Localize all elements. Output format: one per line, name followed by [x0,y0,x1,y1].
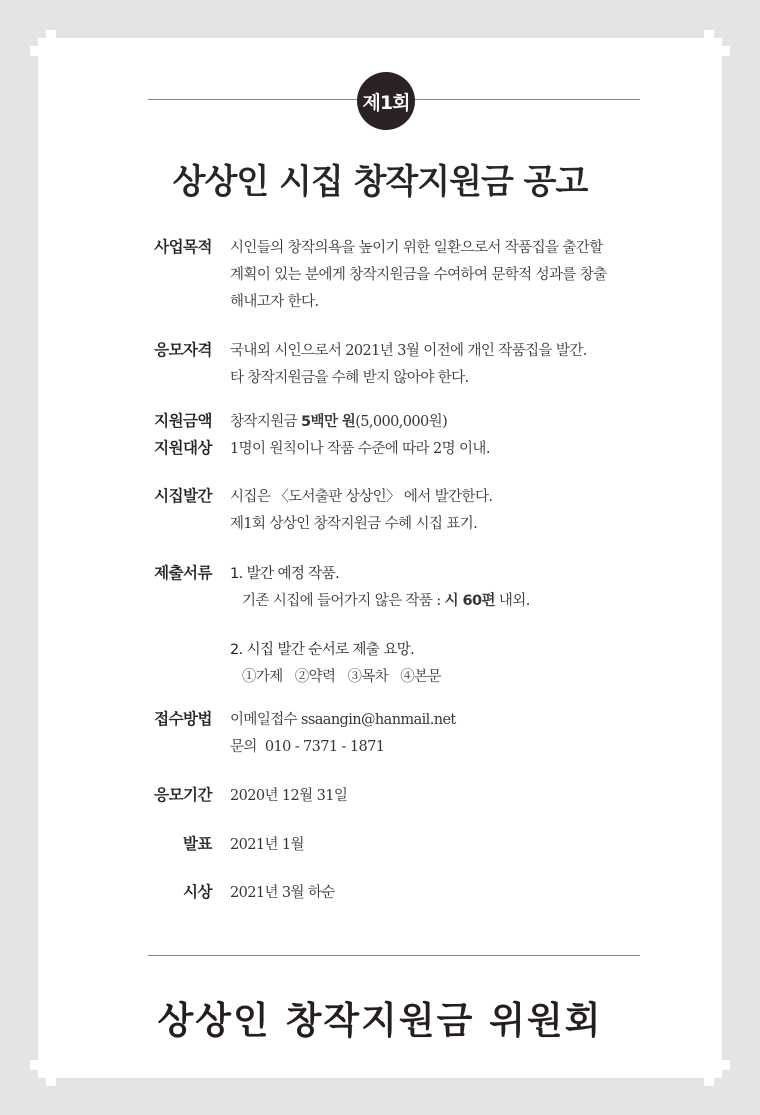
section-label: 응모기간 [154,786,212,804]
section-label: 발표 [183,835,212,853]
method-email: 이메일접수 ssaangin@hanmail.net [230,712,456,728]
section-label: 사업목적 [154,238,212,256]
page-title: 상상인 시집 창작지원금 공고 [172,162,588,202]
document-item-title: 2. 시집 발간 순서로 제출 요망. [230,642,415,658]
section-label: 제출서류 [154,564,212,582]
method-phone: 문의 010 - 7371 - 1871 [230,739,385,755]
award-text: 2021년 3월 하순 [230,885,335,901]
amount-value: 5백만 원 [301,414,356,430]
section-label: 시집발간 [154,487,212,505]
purpose-line: 시인들의 창작의욕을 높이기 위한 일환으로서 작품집을 출간할 [230,240,603,256]
edition-badge: 제1회 [357,72,415,130]
corner-accent-br [722,1060,730,1070]
amount-suffix: (5,000,000원) [355,414,448,430]
document-item-count: 시 60편 [444,593,495,609]
document-item-title: 1. 발간 예정 작품. [230,566,340,582]
section-label: 접수방법 [154,710,212,728]
document-item-desc: 기존 시집에 들어가지 않은 작품 : [242,593,445,609]
corner-accent-tl2 [46,30,56,38]
corner-accent-tl [30,46,38,56]
eligibility-line: 국내외 시인으로서 2021년 3월 이전에 개인 작품집을 발간. [230,343,587,359]
document-item-list: ①가제 ②약력 ③목차 ④본문 [242,669,441,685]
publish-line: 시집은 〈도서출판 상상인〉 에서 발간한다. [230,489,493,505]
publish-line: 제1회 상상인 창작지원금 수혜 시집 표기. [230,516,478,532]
purpose-line: 해내고자 한다. [230,294,319,310]
target-text: 1명이 원칙이나 작품 수준에 따라 2명 이내. [230,441,490,457]
eligibility-line: 타 창작지원금을 수혜 받지 않아야 한다. [230,370,469,386]
bottom-divider [148,955,640,956]
corner-accent-tr2 [704,30,714,38]
corner-accent-bl [30,1060,38,1070]
period-text: 2020년 12월 31일 [230,788,348,804]
section-label: 시상 [183,883,212,901]
section-label: 지원금액 [154,412,212,430]
section-label: 지원대상 [154,439,212,457]
purpose-line: 계획이 있는 분에게 창작지원금을 수여하여 문학적 성과를 창출 [230,267,607,283]
committee-name: 상상인 창작지원금 위원회 [157,998,603,1042]
announce-text: 2021년 1월 [230,837,304,853]
amount-prefix: 창작지원금 [230,414,302,430]
corner-accent-bl2 [46,1078,56,1086]
corner-accent-tr [722,46,730,56]
document-item-suffix: 내외. [494,593,530,609]
corner-accent-br2 [704,1078,714,1086]
section-label: 응모자격 [154,341,212,359]
